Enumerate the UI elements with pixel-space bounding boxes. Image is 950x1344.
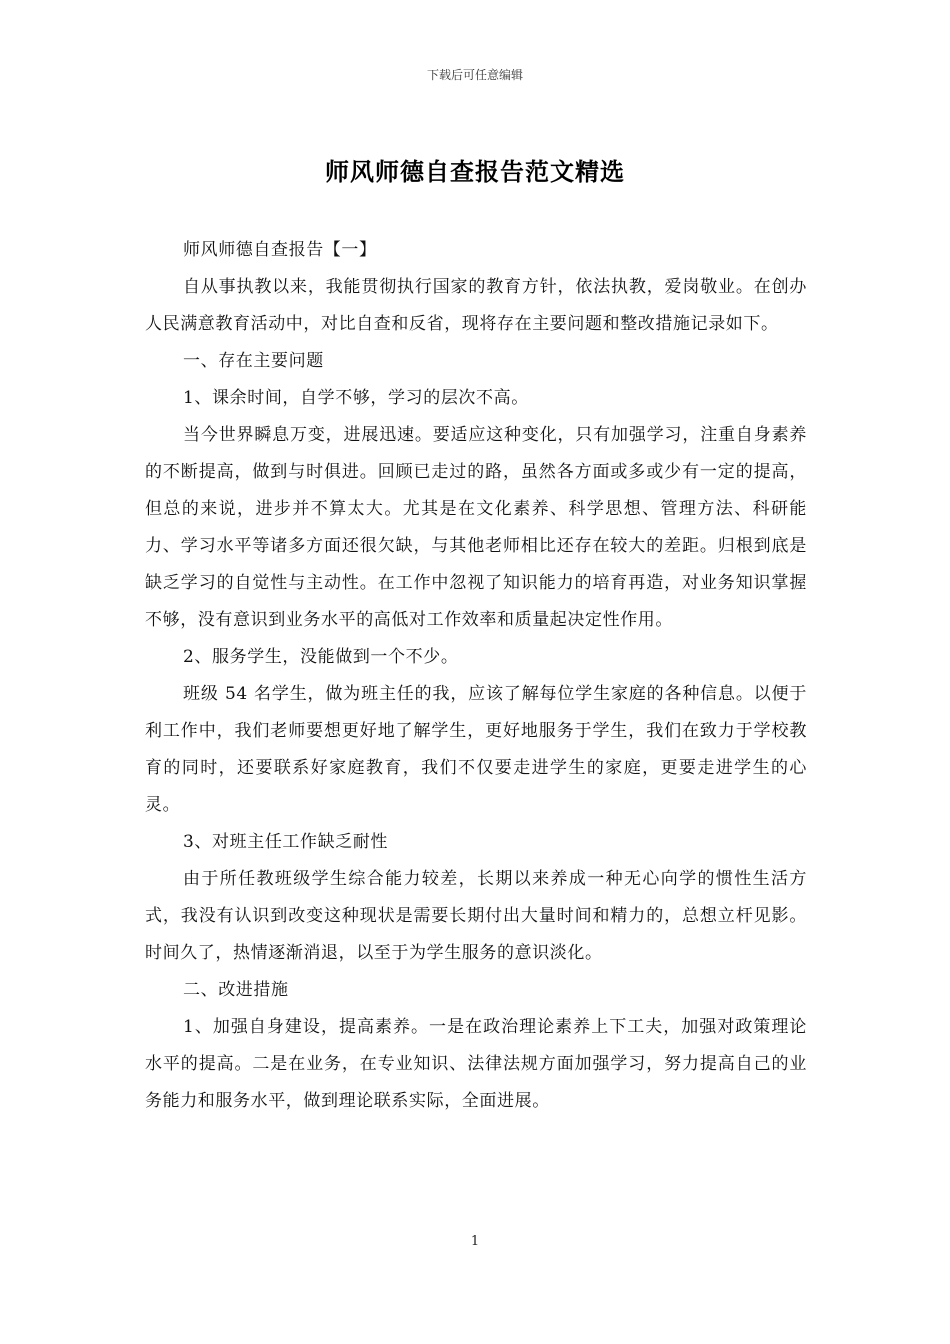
paragraph-problem-3-detail: 由于所任教班级学生综合能力较差，长期以来养成一种无心向学的惯性生活方式，我没有认识到改变这种现状是需要长期付出大量时间和精力的，总想立杆见影。时间久了，热情逐渐消退，以至于为学生服务的意识淡化。 xyxy=(145,869,807,963)
problem-item-3: 3、对班主任工作缺乏耐性 xyxy=(183,832,389,852)
page-number: 1 xyxy=(470,1234,480,1249)
paragraph-problem-2-detail: 班级 54 名学生，做为班主任的我，应该了解每位学生家庭的各种信息。以便于利工作中，我们老师要想更好地了解学生，更好地服务于学生，我们在致力于学校教育的同时，还要联系好家庭教育，我们不仅要走进学生的家庭，更要走进学生的心灵。 xyxy=(145,684,807,815)
section-heading-problems: 一、存在主要问题 xyxy=(183,351,324,371)
section-heading-report-one: 师风师德自查报告【一】 xyxy=(183,240,377,260)
header-note: 下载后可任意编辑 xyxy=(426,68,523,82)
paragraph-intro: 自从事执教以来，我能贯彻执行国家的教育方针，依法执教，爱岗敬业。在创办人民满意教育活动中，对比自查和反省，现将存在主要问题和整改措施记录如下。 xyxy=(145,277,807,334)
document-body xyxy=(145,232,807,1120)
section-heading-measures: 二、改进措施 xyxy=(183,980,289,1000)
document-title: 师风师德自查报告范文精选 xyxy=(325,157,625,186)
problem-item-1: 1、课余时间，自学不够，学习的层次不高。 xyxy=(183,388,529,408)
problem-item-2: 2、服务学生，没能做到一个不少。 xyxy=(183,647,459,667)
paragraph-problem-1-detail: 当今世界瞬息万变，进展迅速。要适应这种变化，只有加强学习，注重自身素养的不断提高，做到与时俱进。回顾已走过的路，虽然各方面或多或少有一定的提高，但总的来说，进步并不算太大。尤其是在文化素养、科学思想、管理方法、科研能力、学习水平等诸多方面还很欠缺，与其他老师相比还存在较大的差距。归根到底是缺乏学习的自觉性与主动性。在工作中忽视了知识能力的培育再造，对业务知识掌握不够，没有意识到业务水平的高低对工作效率和质量起决定性作用。 xyxy=(145,425,807,630)
measure-item-1: 1、加强自身建设，提高素养。一是在政治理论素养上下工夫，加强对政策理论水平的提高。二是在业务，在专业知识、法律法规方面加强学习，努力提高自己的业务能力和服务水平，做到理论联系实际，全面进展。 xyxy=(145,1017,807,1111)
